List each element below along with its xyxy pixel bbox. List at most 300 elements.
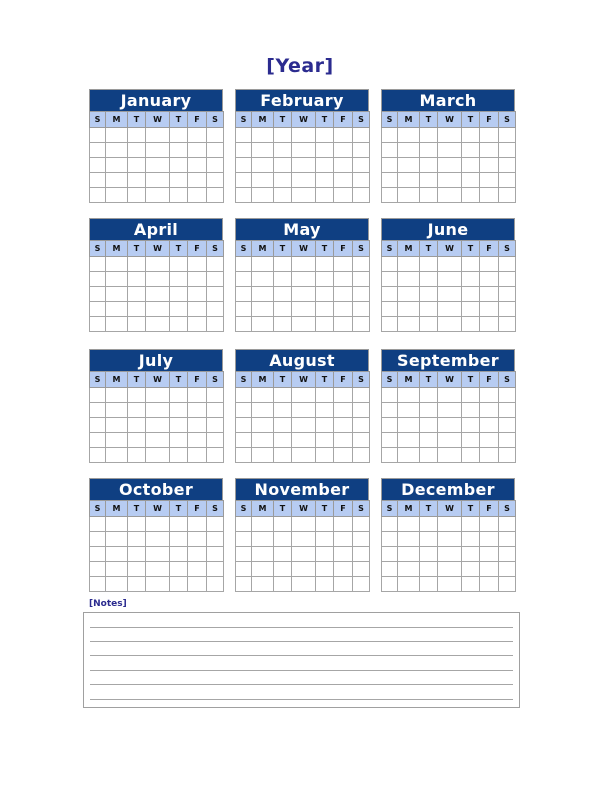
day-cell[interactable] <box>499 128 516 143</box>
day-cell[interactable] <box>207 257 224 272</box>
day-cell[interactable] <box>398 403 420 418</box>
day-cell[interactable] <box>106 128 128 143</box>
day-cell[interactable] <box>316 388 334 403</box>
day-cell[interactable] <box>128 433 146 448</box>
day-cell[interactable] <box>334 433 353 448</box>
day-cell[interactable] <box>207 158 224 173</box>
day-cell[interactable] <box>334 532 353 547</box>
day-cell[interactable] <box>462 302 480 317</box>
day-cell[interactable] <box>398 173 420 188</box>
day-cell[interactable] <box>170 158 188 173</box>
day-cell[interactable] <box>106 448 128 463</box>
day-cell[interactable] <box>128 532 146 547</box>
day-cell[interactable] <box>292 158 316 173</box>
day-cell[interactable] <box>236 388 252 403</box>
day-cell[interactable] <box>188 577 207 592</box>
day-cell[interactable] <box>236 403 252 418</box>
day-cell[interactable] <box>274 547 292 562</box>
day-cell[interactable] <box>236 317 252 332</box>
day-cell[interactable] <box>274 272 292 287</box>
day-cell[interactable] <box>146 317 170 332</box>
day-cell[interactable] <box>398 143 420 158</box>
day-cell[interactable] <box>252 158 274 173</box>
day-cell[interactable] <box>353 433 370 448</box>
day-cell[interactable] <box>128 143 146 158</box>
day-cell[interactable] <box>236 188 252 203</box>
day-cell[interactable] <box>382 418 398 433</box>
day-cell[interactable] <box>170 173 188 188</box>
day-cell[interactable] <box>207 317 224 332</box>
day-cell[interactable] <box>207 403 224 418</box>
day-cell[interactable] <box>382 257 398 272</box>
day-cell[interactable] <box>274 302 292 317</box>
day-cell[interactable] <box>316 433 334 448</box>
day-cell[interactable] <box>480 128 499 143</box>
day-cell[interactable] <box>188 287 207 302</box>
day-cell[interactable] <box>480 173 499 188</box>
day-cell[interactable] <box>128 302 146 317</box>
day-cell[interactable] <box>274 287 292 302</box>
day-cell[interactable] <box>128 577 146 592</box>
day-cell[interactable] <box>90 143 106 158</box>
day-cell[interactable] <box>398 158 420 173</box>
day-cell[interactable] <box>316 272 334 287</box>
day-cell[interactable] <box>420 547 438 562</box>
day-cell[interactable] <box>438 517 462 532</box>
day-cell[interactable] <box>462 403 480 418</box>
day-cell[interactable] <box>90 577 106 592</box>
day-cell[interactable] <box>146 143 170 158</box>
day-cell[interactable] <box>274 128 292 143</box>
day-cell[interactable] <box>420 418 438 433</box>
day-cell[interactable] <box>334 257 353 272</box>
day-cell[interactable] <box>316 287 334 302</box>
day-cell[interactable] <box>462 287 480 302</box>
day-cell[interactable] <box>398 272 420 287</box>
day-cell[interactable] <box>236 173 252 188</box>
day-cell[interactable] <box>90 562 106 577</box>
day-cell[interactable] <box>334 173 353 188</box>
day-cell[interactable] <box>420 388 438 403</box>
day-cell[interactable] <box>462 173 480 188</box>
day-cell[interactable] <box>236 433 252 448</box>
day-cell[interactable] <box>398 317 420 332</box>
day-cell[interactable] <box>480 562 499 577</box>
day-cell[interactable] <box>353 158 370 173</box>
day-cell[interactable] <box>353 188 370 203</box>
day-cell[interactable] <box>170 577 188 592</box>
day-cell[interactable] <box>292 257 316 272</box>
day-cell[interactable] <box>353 577 370 592</box>
day-cell[interactable] <box>353 287 370 302</box>
day-cell[interactable] <box>170 547 188 562</box>
day-cell[interactable] <box>188 517 207 532</box>
day-cell[interactable] <box>146 188 170 203</box>
day-cell[interactable] <box>188 433 207 448</box>
day-cell[interactable] <box>292 517 316 532</box>
day-cell[interactable] <box>292 433 316 448</box>
day-cell[interactable] <box>188 173 207 188</box>
day-cell[interactable] <box>207 562 224 577</box>
day-cell[interactable] <box>274 562 292 577</box>
day-cell[interactable] <box>188 128 207 143</box>
day-cell[interactable] <box>316 257 334 272</box>
day-cell[interactable] <box>292 562 316 577</box>
day-cell[interactable] <box>382 448 398 463</box>
day-cell[interactable] <box>106 403 128 418</box>
day-cell[interactable] <box>480 287 499 302</box>
day-cell[interactable] <box>188 448 207 463</box>
day-cell[interactable] <box>499 418 516 433</box>
day-cell[interactable] <box>170 128 188 143</box>
day-cell[interactable] <box>236 302 252 317</box>
day-cell[interactable] <box>316 317 334 332</box>
day-cell[interactable] <box>438 532 462 547</box>
day-cell[interactable] <box>207 302 224 317</box>
day-cell[interactable] <box>274 143 292 158</box>
day-cell[interactable] <box>90 287 106 302</box>
day-cell[interactable] <box>334 577 353 592</box>
day-cell[interactable] <box>292 317 316 332</box>
day-cell[interactable] <box>462 577 480 592</box>
day-cell[interactable] <box>90 257 106 272</box>
day-cell[interactable] <box>128 388 146 403</box>
day-cell[interactable] <box>236 517 252 532</box>
day-cell[interactable] <box>499 577 516 592</box>
day-cell[interactable] <box>316 562 334 577</box>
notes-box[interactable] <box>83 612 520 708</box>
day-cell[interactable] <box>462 188 480 203</box>
day-cell[interactable] <box>236 272 252 287</box>
day-cell[interactable] <box>499 302 516 317</box>
day-cell[interactable] <box>480 302 499 317</box>
day-cell[interactable] <box>316 547 334 562</box>
day-cell[interactable] <box>207 577 224 592</box>
day-cell[interactable] <box>438 317 462 332</box>
day-cell[interactable] <box>353 532 370 547</box>
day-cell[interactable] <box>90 517 106 532</box>
day-cell[interactable] <box>252 433 274 448</box>
day-cell[interactable] <box>252 302 274 317</box>
day-cell[interactable] <box>292 403 316 418</box>
day-cell[interactable] <box>106 433 128 448</box>
day-cell[interactable] <box>274 388 292 403</box>
day-cell[interactable] <box>106 143 128 158</box>
day-cell[interactable] <box>438 158 462 173</box>
day-cell[interactable] <box>90 532 106 547</box>
day-cell[interactable] <box>398 287 420 302</box>
day-cell[interactable] <box>274 257 292 272</box>
day-cell[interactable] <box>274 403 292 418</box>
day-cell[interactable] <box>462 158 480 173</box>
day-cell[interactable] <box>462 547 480 562</box>
day-cell[interactable] <box>438 547 462 562</box>
day-cell[interactable] <box>353 128 370 143</box>
day-cell[interactable] <box>106 317 128 332</box>
day-cell[interactable] <box>274 577 292 592</box>
day-cell[interactable] <box>499 403 516 418</box>
day-cell[interactable] <box>398 448 420 463</box>
day-cell[interactable] <box>499 173 516 188</box>
day-cell[interactable] <box>188 257 207 272</box>
day-cell[interactable] <box>420 302 438 317</box>
day-cell[interactable] <box>236 532 252 547</box>
day-cell[interactable] <box>128 272 146 287</box>
day-cell[interactable] <box>420 128 438 143</box>
day-cell[interactable] <box>462 433 480 448</box>
day-cell[interactable] <box>499 257 516 272</box>
day-cell[interactable] <box>480 317 499 332</box>
day-cell[interactable] <box>334 287 353 302</box>
day-cell[interactable] <box>334 403 353 418</box>
day-cell[interactable] <box>128 287 146 302</box>
day-cell[interactable] <box>316 173 334 188</box>
day-cell[interactable] <box>438 173 462 188</box>
day-cell[interactable] <box>420 433 438 448</box>
day-cell[interactable] <box>438 433 462 448</box>
day-cell[interactable] <box>353 517 370 532</box>
day-cell[interactable] <box>438 287 462 302</box>
day-cell[interactable] <box>382 388 398 403</box>
day-cell[interactable] <box>188 272 207 287</box>
day-cell[interactable] <box>334 188 353 203</box>
day-cell[interactable] <box>170 403 188 418</box>
day-cell[interactable] <box>90 433 106 448</box>
day-cell[interactable] <box>170 143 188 158</box>
day-cell[interactable] <box>353 562 370 577</box>
day-cell[interactable] <box>236 158 252 173</box>
day-cell[interactable] <box>146 517 170 532</box>
day-cell[interactable] <box>499 547 516 562</box>
day-cell[interactable] <box>188 403 207 418</box>
day-cell[interactable] <box>438 388 462 403</box>
day-cell[interactable] <box>90 302 106 317</box>
day-cell[interactable] <box>420 562 438 577</box>
day-cell[interactable] <box>106 532 128 547</box>
day-cell[interactable] <box>252 547 274 562</box>
day-cell[interactable] <box>128 173 146 188</box>
day-cell[interactable] <box>274 532 292 547</box>
day-cell[interactable] <box>420 287 438 302</box>
day-cell[interactable] <box>499 272 516 287</box>
day-cell[interactable] <box>499 517 516 532</box>
day-cell[interactable] <box>382 302 398 317</box>
day-cell[interactable] <box>462 257 480 272</box>
day-cell[interactable] <box>420 143 438 158</box>
day-cell[interactable] <box>480 388 499 403</box>
day-cell[interactable] <box>207 272 224 287</box>
day-cell[interactable] <box>334 418 353 433</box>
day-cell[interactable] <box>106 517 128 532</box>
day-cell[interactable] <box>170 188 188 203</box>
day-cell[interactable] <box>170 302 188 317</box>
day-cell[interactable] <box>236 418 252 433</box>
day-cell[interactable] <box>188 562 207 577</box>
day-cell[interactable] <box>353 143 370 158</box>
day-cell[interactable] <box>128 188 146 203</box>
day-cell[interactable] <box>334 128 353 143</box>
day-cell[interactable] <box>146 388 170 403</box>
day-cell[interactable] <box>398 128 420 143</box>
day-cell[interactable] <box>316 532 334 547</box>
day-cell[interactable] <box>438 272 462 287</box>
day-cell[interactable] <box>128 128 146 143</box>
day-cell[interactable] <box>106 547 128 562</box>
day-cell[interactable] <box>420 577 438 592</box>
day-cell[interactable] <box>146 287 170 302</box>
day-cell[interactable] <box>252 188 274 203</box>
day-cell[interactable] <box>353 302 370 317</box>
day-cell[interactable] <box>252 257 274 272</box>
day-cell[interactable] <box>499 158 516 173</box>
day-cell[interactable] <box>382 562 398 577</box>
day-cell[interactable] <box>499 448 516 463</box>
day-cell[interactable] <box>334 158 353 173</box>
day-cell[interactable] <box>438 577 462 592</box>
day-cell[interactable] <box>106 388 128 403</box>
day-cell[interactable] <box>420 272 438 287</box>
day-cell[interactable] <box>274 433 292 448</box>
day-cell[interactable] <box>146 448 170 463</box>
day-cell[interactable] <box>480 448 499 463</box>
day-cell[interactable] <box>398 257 420 272</box>
day-cell[interactable] <box>146 158 170 173</box>
day-cell[interactable] <box>438 257 462 272</box>
day-cell[interactable] <box>420 188 438 203</box>
day-cell[interactable] <box>334 517 353 532</box>
day-cell[interactable] <box>252 287 274 302</box>
day-cell[interactable] <box>420 173 438 188</box>
day-cell[interactable] <box>316 143 334 158</box>
day-cell[interactable] <box>146 173 170 188</box>
day-cell[interactable] <box>353 173 370 188</box>
day-cell[interactable] <box>438 562 462 577</box>
day-cell[interactable] <box>480 418 499 433</box>
day-cell[interactable] <box>292 188 316 203</box>
day-cell[interactable] <box>170 562 188 577</box>
day-cell[interactable] <box>316 577 334 592</box>
day-cell[interactable] <box>382 317 398 332</box>
day-cell[interactable] <box>274 158 292 173</box>
day-cell[interactable] <box>128 317 146 332</box>
day-cell[interactable] <box>292 287 316 302</box>
day-cell[interactable] <box>292 272 316 287</box>
day-cell[interactable] <box>274 448 292 463</box>
day-cell[interactable] <box>398 388 420 403</box>
day-cell[interactable] <box>382 547 398 562</box>
day-cell[interactable] <box>382 287 398 302</box>
day-cell[interactable] <box>90 128 106 143</box>
day-cell[interactable] <box>316 418 334 433</box>
day-cell[interactable] <box>499 317 516 332</box>
day-cell[interactable] <box>334 143 353 158</box>
day-cell[interactable] <box>420 158 438 173</box>
day-cell[interactable] <box>398 577 420 592</box>
day-cell[interactable] <box>420 257 438 272</box>
day-cell[interactable] <box>353 388 370 403</box>
day-cell[interactable] <box>292 173 316 188</box>
day-cell[interactable] <box>188 143 207 158</box>
day-cell[interactable] <box>170 317 188 332</box>
day-cell[interactable] <box>252 143 274 158</box>
day-cell[interactable] <box>90 173 106 188</box>
day-cell[interactable] <box>146 433 170 448</box>
day-cell[interactable] <box>188 547 207 562</box>
day-cell[interactable] <box>480 547 499 562</box>
day-cell[interactable] <box>382 577 398 592</box>
day-cell[interactable] <box>236 562 252 577</box>
day-cell[interactable] <box>438 403 462 418</box>
day-cell[interactable] <box>334 302 353 317</box>
day-cell[interactable] <box>353 272 370 287</box>
day-cell[interactable] <box>462 562 480 577</box>
day-cell[interactable] <box>106 188 128 203</box>
day-cell[interactable] <box>353 547 370 562</box>
day-cell[interactable] <box>334 547 353 562</box>
day-cell[interactable] <box>128 517 146 532</box>
day-cell[interactable] <box>420 532 438 547</box>
day-cell[interactable] <box>382 158 398 173</box>
day-cell[interactable] <box>252 128 274 143</box>
day-cell[interactable] <box>207 143 224 158</box>
day-cell[interactable] <box>274 317 292 332</box>
day-cell[interactable] <box>146 532 170 547</box>
day-cell[interactable] <box>90 448 106 463</box>
day-cell[interactable] <box>146 272 170 287</box>
day-cell[interactable] <box>146 403 170 418</box>
day-cell[interactable] <box>480 257 499 272</box>
day-cell[interactable] <box>292 388 316 403</box>
day-cell[interactable] <box>106 418 128 433</box>
day-cell[interactable] <box>334 562 353 577</box>
day-cell[interactable] <box>480 158 499 173</box>
day-cell[interactable] <box>438 302 462 317</box>
day-cell[interactable] <box>382 173 398 188</box>
day-cell[interactable] <box>438 143 462 158</box>
day-cell[interactable] <box>462 418 480 433</box>
day-cell[interactable] <box>382 517 398 532</box>
day-cell[interactable] <box>90 317 106 332</box>
day-cell[interactable] <box>128 448 146 463</box>
day-cell[interactable] <box>274 418 292 433</box>
day-cell[interactable] <box>188 158 207 173</box>
day-cell[interactable] <box>316 188 334 203</box>
day-cell[interactable] <box>382 532 398 547</box>
day-cell[interactable] <box>128 562 146 577</box>
day-cell[interactable] <box>146 547 170 562</box>
day-cell[interactable] <box>499 388 516 403</box>
day-cell[interactable] <box>188 418 207 433</box>
day-cell[interactable] <box>398 547 420 562</box>
day-cell[interactable] <box>398 188 420 203</box>
day-cell[interactable] <box>252 173 274 188</box>
day-cell[interactable] <box>292 128 316 143</box>
day-cell[interactable] <box>353 448 370 463</box>
day-cell[interactable] <box>90 547 106 562</box>
day-cell[interactable] <box>274 188 292 203</box>
day-cell[interactable] <box>207 433 224 448</box>
day-cell[interactable] <box>292 418 316 433</box>
day-cell[interactable] <box>292 577 316 592</box>
day-cell[interactable] <box>128 403 146 418</box>
day-cell[interactable] <box>106 562 128 577</box>
day-cell[interactable] <box>90 158 106 173</box>
day-cell[interactable] <box>499 143 516 158</box>
day-cell[interactable] <box>499 562 516 577</box>
day-cell[interactable] <box>106 577 128 592</box>
day-cell[interactable] <box>252 517 274 532</box>
day-cell[interactable] <box>252 403 274 418</box>
